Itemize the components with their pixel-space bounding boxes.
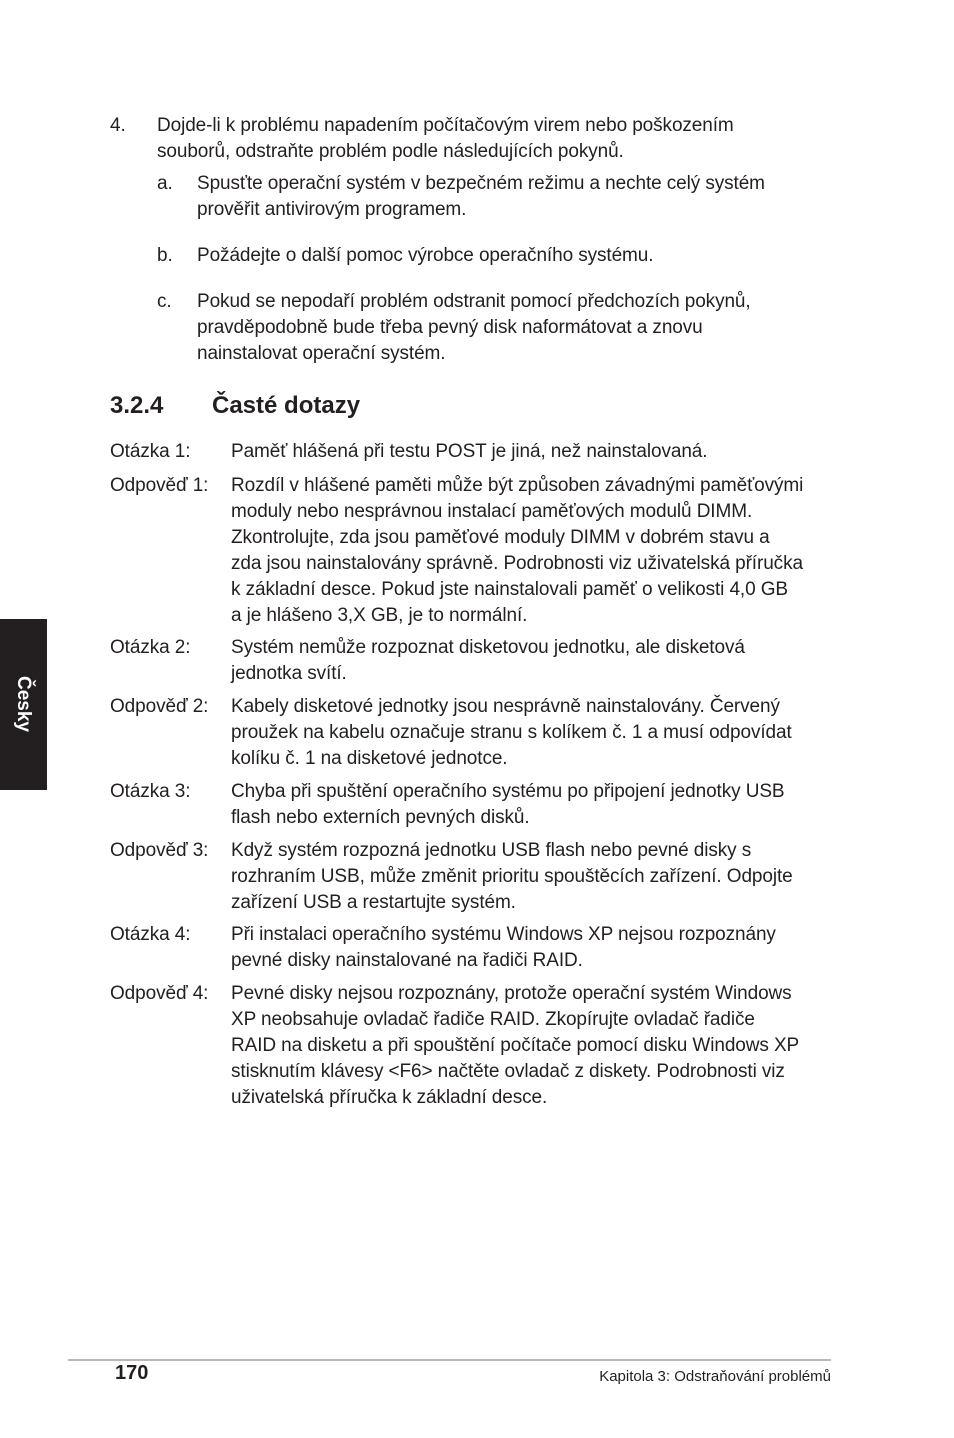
text-line: Pevné disky nejsou rozpoznány, protože operační systém Windows — [231, 983, 792, 1004]
text-line: Chyba při spuštění operačního systému po připojení jednotky USB — [231, 781, 785, 802]
footer-divider — [68, 1359, 831, 1361]
text-line: zda jsou nainstalovány správně. Podrobnosti viz uživatelská příručka — [231, 553, 803, 574]
sub-item-body — [197, 289, 837, 367]
text-line: uživatelská příručka k základní desce. — [231, 1087, 548, 1108]
list-item-number: 4. — [110, 115, 126, 136]
text-line: rozhraním USB, může změnit prioritu spouštěcích zařízení. Odpojte — [231, 866, 793, 887]
text-line: Rozdíl v hlášené paměti může být způsoben závadnými paměťovými — [231, 475, 804, 496]
answer-label: Odpověď 3: — [110, 840, 209, 861]
text-line: Dojde-li k problému napadením počítačovým virem nebo poškozením — [157, 115, 734, 136]
question-label: Otázka 2: — [110, 637, 191, 658]
question-text — [231, 779, 831, 831]
answer-text — [231, 981, 831, 1111]
text-line: k základní desce. Pokud jste nainstalovali paměť o velikosti 4,0 GB — [231, 579, 789, 600]
answer-label: Odpověď 2: — [110, 696, 209, 717]
text-line: Spusťte operační systém v bezpečném režimu a nechte celý systém — [197, 173, 765, 194]
question-label: Otázka 1: — [110, 441, 191, 462]
section-number: 3.2.4 — [110, 392, 164, 419]
text-line: Paměť hlášená při testu POST je jiná, než nainstalovaná. — [231, 441, 708, 462]
text-line: Kabely disketové jednotky jsou nesprávně nainstalovány. Červený — [231, 696, 780, 717]
section-title: Časté dotazy — [212, 392, 361, 419]
sub-item-body — [197, 171, 837, 223]
answer-text — [231, 473, 831, 629]
text-line: Pokud se nepodaří problém odstranit pomocí předchozích pokynů, — [197, 291, 751, 312]
sub-item-letter: c. — [157, 291, 172, 312]
list-item-body — [157, 113, 837, 165]
text-line: a je hlášeno 3,X GB, je to normální. — [231, 605, 528, 626]
text-line: Systém nemůže rozpoznat disketovou jednotku, ale disketová — [231, 637, 745, 658]
text-line: prověřit antivirovým programem. — [197, 199, 467, 220]
sub-item-letter: b. — [157, 245, 173, 266]
answer-label: Odpověď 4: — [110, 983, 209, 1004]
answer-label: Odpověď 1: — [110, 475, 209, 496]
text-line: zařízení USB a restartujte systém. — [231, 892, 516, 913]
text-line: Při instalaci operačního systému Windows XP nejsou rozpoznány — [231, 924, 776, 945]
text-line: pevné disky nainstalované na řadiči RAID. — [231, 950, 583, 971]
answer-text — [231, 838, 831, 916]
question-label: Otázka 4: — [110, 924, 191, 945]
text-line: kolíku č. 1 na disketové jednotce. — [231, 748, 508, 769]
text-line: souborů, odstraňte problém podle následujících pokynů. — [157, 141, 624, 162]
sub-item-body — [197, 243, 837, 269]
text-line: flash nebo externích pevných disků. — [231, 807, 530, 828]
text-line: pravděpodobně bude třeba pevný disk naformátovat a znovu — [197, 317, 703, 338]
text-line: stisknutím klávesy <F6> načtěte ovladač z diskety. Podrobnosti viz — [231, 1061, 785, 1082]
section-heading — [110, 391, 360, 421]
question-label: Otázka 3: — [110, 781, 191, 802]
answer-text — [231, 694, 831, 772]
question-text — [231, 439, 831, 465]
chapter-title: Kapitola 3: Odstraňování problémů — [599, 1368, 831, 1385]
page-number: 170 — [115, 1362, 149, 1384]
language-side-tab-label: Česky — [13, 676, 34, 732]
sub-item-letter: a. — [157, 173, 173, 194]
text-line: Zkontrolujte, zda jsou paměťové moduly DIMM v dobrém stavu a — [231, 527, 770, 548]
text-line: proužek na kabelu označuje stranu s kolíkem č. 1 a musí odpovídat — [231, 722, 792, 743]
question-text — [231, 922, 831, 974]
text-line: XP neobsahuje ovladač řadiče RAID. Zkopírujte ovladač řadiče — [231, 1009, 755, 1030]
text-line: moduly nebo nesprávnou instalací paměťových modulů DIMM. — [231, 501, 753, 522]
text-line: jednotka svítí. — [231, 663, 347, 684]
text-line: Když systém rozpozná jednotku USB flash nebo pevné disky s — [231, 840, 752, 861]
text-line: Požádejte o další pomoc výrobce operačního systému. — [197, 245, 654, 266]
text-line: nainstalovat operační systém. — [197, 343, 446, 364]
question-text — [231, 635, 831, 687]
text-line: RAID na disketu a při spouštění počítače pomocí disku Windows XP — [231, 1035, 800, 1056]
